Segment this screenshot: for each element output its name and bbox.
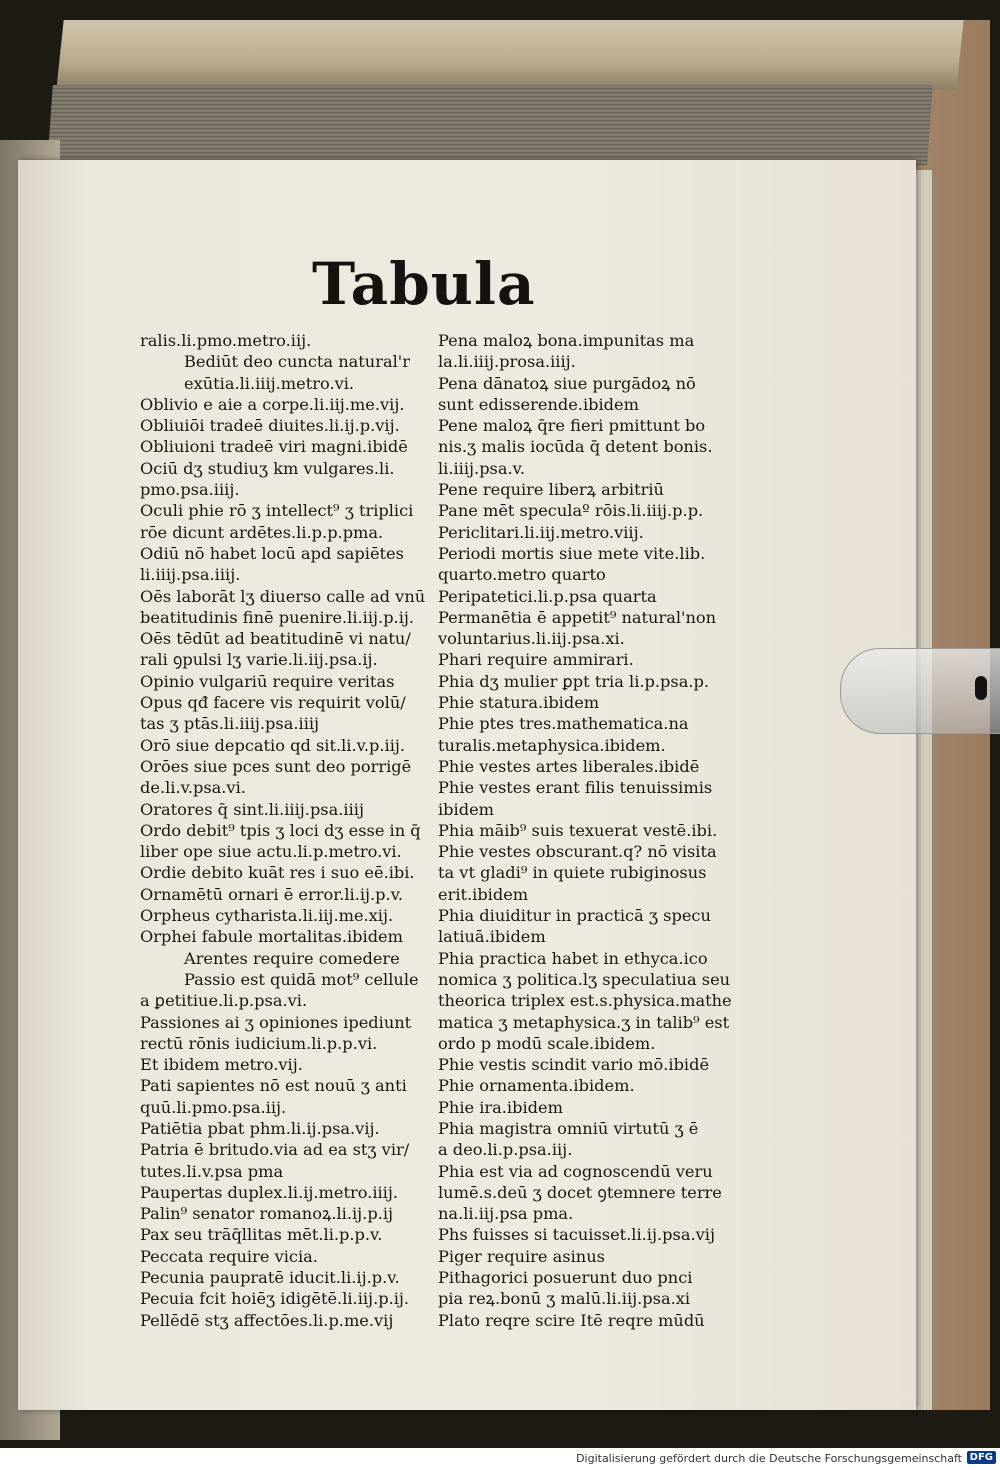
index-entry-line: lumē.s.deū ʒ docet ꝯtemnere terre [438,1182,722,1202]
index-entry-line: Pax seu trāq̄llitas mēt.li.p.p.v. [140,1225,383,1245]
index-entry-line: Plato reqre scire Itē reqre mūdū [438,1310,705,1330]
index-entry-line: Periclitari.li.iij.metro.viij. [438,522,644,542]
index-entry-line: Pena dānatoꝝ siue purgādoꝝ nō [438,373,696,393]
index-entry-line: nis.ʒ malis iocūda q̄ detent bonis. [438,437,713,457]
index-entry-line: Palin⁹ senator romanoꝝ.li.ij.p.ij [140,1204,394,1224]
index-entry-line: latiuā.ibidem [438,927,546,947]
index-entry-line: rali ꝯpulsi lʒ varie.li.iij.psa.ij. [140,650,378,670]
index-entry-line: Phia diuiditur in practicā ʒ specu [438,906,711,926]
index-entry-line: Orō siue depcatio qd sit.li.v.p.iij. [140,735,406,755]
index-entry-line: na.li.iij.psa pma. [438,1204,574,1224]
index-entry-line: Phie ornamenta.ibidem. [438,1076,635,1096]
index-entry-line: liber ope siue actu.li.p.metro.vi. [140,842,402,862]
index-column-right [438,330,738,1331]
index-entry-line: Ordie debito kuāt res i suo eē.ibi. [140,863,415,883]
footer-bar [0,1448,1000,1470]
dfg-logo: DFG [967,1451,996,1464]
index-entry-line: Phie ira.ibidem [438,1097,563,1117]
index-entry-line: a ꝑetitiue.li.p.psa.vi. [140,991,308,1011]
index-entry-line: Odiū nō habet locū apd sapiētes [140,543,404,563]
index-entry-line: Obliuioni tradeē viri magni.ibidē [140,437,408,457]
index-entry-line: Ociū dʒ studiuʒ km vulgares.li. [140,458,395,478]
index-entry-line: Peccata require vicia. [140,1246,318,1266]
index-entry-line: Pecunia paupratē iducit.li.ij.p.v. [140,1268,400,1288]
index-entry-line: li.iiij.psa.v. [438,458,526,478]
clip-hole [975,676,987,700]
index-entry-line: Patiētia pbat phm.li.ij.psa.vij. [140,1118,380,1138]
index-entry-line: matica ʒ metaphysica.ʒ in talib⁹ est [438,1012,730,1032]
index-entry-line: Patria ē britudo.via ad ea stʒ vir/ [140,1140,410,1160]
index-entry-line: Bediūt deo cuncta natural'r [184,352,410,372]
index-entry-line: sunt edisserende.ibidem [438,394,639,414]
index-entry-line: erit.ibidem [438,884,529,904]
index-entry-line: Phs fuisses si tacuisset.li.ij.psa.vij [438,1225,715,1245]
index-entry-line: Opinio vulgariū require veritas [140,671,395,691]
index-entry-line: Pati sapientes nō est nouū ʒ anti [140,1076,407,1096]
index-entry-line: de.li.v.psa.vi. [140,778,246,798]
index-entry-line: Et ibidem metro.vij. [140,1055,303,1075]
index-entry-line: Orphei fabule mortalitas.ibidem [140,927,403,947]
index-entry-line: Phari require ammirari. [438,650,634,670]
index-entry-line: Oēs tēdūt ad beatitudinē vi natu/ [140,629,411,649]
index-entry-line: quū.li.pmo.psa.iij. [140,1097,287,1117]
index-entry-line: Passiones ai ʒ opiniones ipediunt [140,1012,412,1032]
page-stack [47,85,933,165]
index-entry-line: Pene require liberꝝ arbitriū [438,480,664,500]
index-entry-line: li.iiij.psa.iiij. [140,565,241,585]
index-entry-line: Phia dʒ mulier ꝑpt tria li.p.psa.p. [438,671,710,691]
index-entry-line: Passio est quidā mot⁹ cellule [184,969,419,989]
index-entry-line: nomica ʒ politica.lʒ speculatiua seu [438,969,731,989]
index-column-left [140,330,435,1331]
index-entry-line: ibidem [438,799,495,819]
index-entry-line: rōe dicunt ardētes.li.p.p.pma. [140,522,384,542]
index-entry-line: Oratores q̄ sint.li.iiij.psa.iiij [140,799,364,819]
index-entry-line: Orōes siue pces sunt deo porrigē [140,756,412,776]
index-entry-line: Oculi phie rō ʒ intellect⁹ ʒ triplici [140,501,414,521]
index-entry-line: Permanētia ē appetit⁹ natural'non [438,607,717,627]
index-entry-line: Pane mēt speculaº rōis.li.iiij.p.p. [438,501,704,521]
index-entry-line: Piger require asinus [438,1246,605,1266]
index-entry-line: ordo p modū scale.ibidem. [438,1033,656,1053]
index-entry-line: Pena maloꝝ bona.impunitas ma [438,331,695,350]
index-entry-line: Obliuiōi tradeē diuites.li.ij.p.vij. [140,416,400,436]
index-entry-line: Phie ptes tres.mathematica.na [438,714,689,734]
index-entry-line: turalis.metaphysica.ibidem. [438,735,666,755]
index-entry-line: la.li.iiij.prosa.iiij. [438,352,576,372]
index-entry-line: Pithagorici posuerunt duo pnci [438,1268,693,1288]
index-entry-line: ta vt gladi⁹ in quiete rubiginosus [438,863,707,883]
index-entry-line: Ordo debit⁹ tpis ʒ loci dʒ esse in q̄ [140,820,421,840]
index-entry-line: Periodi mortis siue mete vite.lib. [438,543,706,563]
index-entry-line: Phie vestes artes liberales.ibidē [438,756,700,776]
index-entry-line: Arentes require comedere [184,948,400,968]
index-entry-line: pia reꝝ.bonū ʒ malū.li.iij.psa.xi [438,1289,691,1309]
index-entry-line: Pecuia fcit hoiēʒ idigētē.li.iij.p.ij. [140,1289,410,1309]
index-entry-line: a deo.li.p.psa.iij. [438,1140,573,1160]
index-entry-line: tas ʒ ptās.li.iiij.psa.iiij [140,714,320,734]
index-entry-line: ralis.li.pmo.metro.iij. [140,331,312,350]
index-entry-line: Phia practica habet in ethyca.ico [438,948,708,968]
index-entry-line: Phie vestes erant filis tenuissimis [438,778,713,798]
index-entry-line: Phie statura.ibidem [438,693,600,713]
index-entry-line: Opus qđ facere vis requirit volū/ [140,693,406,713]
index-entry-line: Pellēdē stʒ affectōes.li.p.me.vij [140,1310,394,1330]
index-entry-line: Phia magistra omniū virtutū ʒ ē [438,1118,699,1138]
index-entry-line: Pene maloꝝ q̄re fieri pmittunt bo [438,416,706,436]
index-entry-line: Oblivio e aie a corpe.li.iij.me.vij. [140,394,405,414]
index-entry-line: Phie vestis scindit vario mō.ibidē [438,1055,710,1075]
index-entry-line: rectū rōnis iudicium.li.p.p.vi. [140,1033,378,1053]
index-entry-line: Orpheus cytharista.li.iij.me.xij. [140,906,394,926]
index-entry-line: tutes.li.v.psa pma [140,1161,284,1181]
index-entry-line: pmo.psa.iiij. [140,480,240,500]
book-top-edge [56,20,963,90]
index-entry-line: theorica triplex est.s.physica.mathe [438,991,732,1011]
index-entry-line: Oēs laborāt lʒ diuerso calle ad vnū [140,586,426,606]
index-entry-line: Phie vestes obscurant.q? nō visita [438,842,717,862]
index-entry-line: Paupertas duplex.li.ij.metro.iiij. [140,1182,399,1202]
index-entry-line: voluntarius.li.iij.psa.xi. [438,629,625,649]
funding-note: Digitalisierung gefördert durch die Deutsche Forschungsgemeinschaft [576,1452,962,1465]
index-entry-line: Phia est via ad cognoscendū veru [438,1161,713,1181]
page-title: Tabula [312,250,536,318]
index-entry-line: Phia māib⁹ suis texuerat vestē.ibi. [438,820,718,840]
index-entry-line: Peripatetici.li.p.psa quarta [438,586,657,606]
index-entry-line: quarto.metro quarto [438,565,606,585]
index-entry-line: beatitudinis finē puenire.li.iij.p.ij. [140,607,415,627]
index-entry-line: Ornamētū ornari ē error.li.ij.p.v. [140,884,404,904]
index-entry-line: exūtia.li.iiij.metro.vi. [184,373,355,393]
